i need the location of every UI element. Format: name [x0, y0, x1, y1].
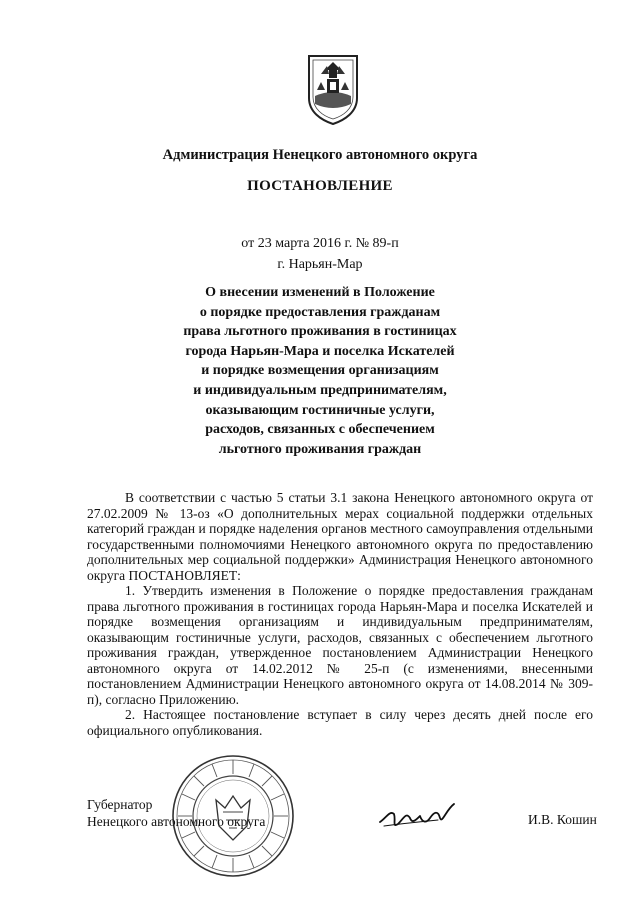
document-type: ПОСТАНОВЛЕНИЕ — [247, 178, 393, 194]
title-line: О внесении изменений в Положение — [205, 285, 435, 300]
signer-position-line: Губернатор — [87, 797, 153, 812]
title-line: и индивидуальным предпринимателям, — [193, 382, 447, 398]
document-body — [87, 490, 593, 738]
title-line: права льготного проживания в гостиницах — [183, 324, 457, 340]
document-title — [140, 283, 500, 459]
title-line: оказывающим гостиничные услуги, — [205, 402, 435, 418]
title-line: о порядке предоставления гражданам — [199, 304, 441, 320]
clause-paragraph: 2. Настоящее постановление вступает в силу через десять дней после его официального опубликования. — [87, 707, 593, 738]
title-line: и порядке возмещения организациям — [201, 363, 439, 379]
coat-of-arms-icon — [305, 52, 361, 126]
handwritten-signature-icon — [378, 800, 460, 836]
title-line: города Нарьян-Мара и поселка Искателей — [185, 343, 455, 359]
document-city: г. Нарьян-Мар — [277, 257, 363, 272]
title-line: льготного проживания граждан — [218, 441, 422, 457]
clause-paragraph: 1. Утвердить изменения в Положение о порядке предоставления гражданам права льготного проживания в гостиницах города Нарьян-Мара и поселка Искателей и порядке возмещения организациям и индивидуальным предпринимателям, оказывающим гостиничные услуги, расходов, связанных с обеспечением льготного проживания граждан, утвержденное постановлением Администрации Ненецкого автономного округа от 14.02.2012 № 25-п (с изменениями, внесенными постановлением Администрации Ненецкого автономного округа от 14.08.2014 № 309-п), согласно Приложению. — [87, 583, 593, 707]
signer-position-line: Ненецкого автономного округа — [87, 814, 266, 829]
document-date: от 23 марта 2016 г. № 89-п — [241, 236, 399, 251]
organization-name: Администрация Ненецкого автономного округа — [162, 147, 478, 163]
signer-name: И.В. Кошин — [528, 812, 597, 827]
title-line: расходов, связанных с обеспечением — [205, 422, 435, 438]
preamble-paragraph: В соответствии с частью 5 статьи 3.1 закона Ненецкого автономного округа от 27.02.2009 № 13-оз «О дополнительных мерах социальной поддержки отдельных категорий граждан и порядке наделения органов местного самоуправления отдельными государственными полномочиями Ненецкого автономного округа по предоставлению дополнительных мер социальной поддержки» Администрация Ненецкого автономного округа ПОСТАНОВЛЯЕТ: — [87, 490, 593, 583]
signer-position — [87, 796, 265, 830]
